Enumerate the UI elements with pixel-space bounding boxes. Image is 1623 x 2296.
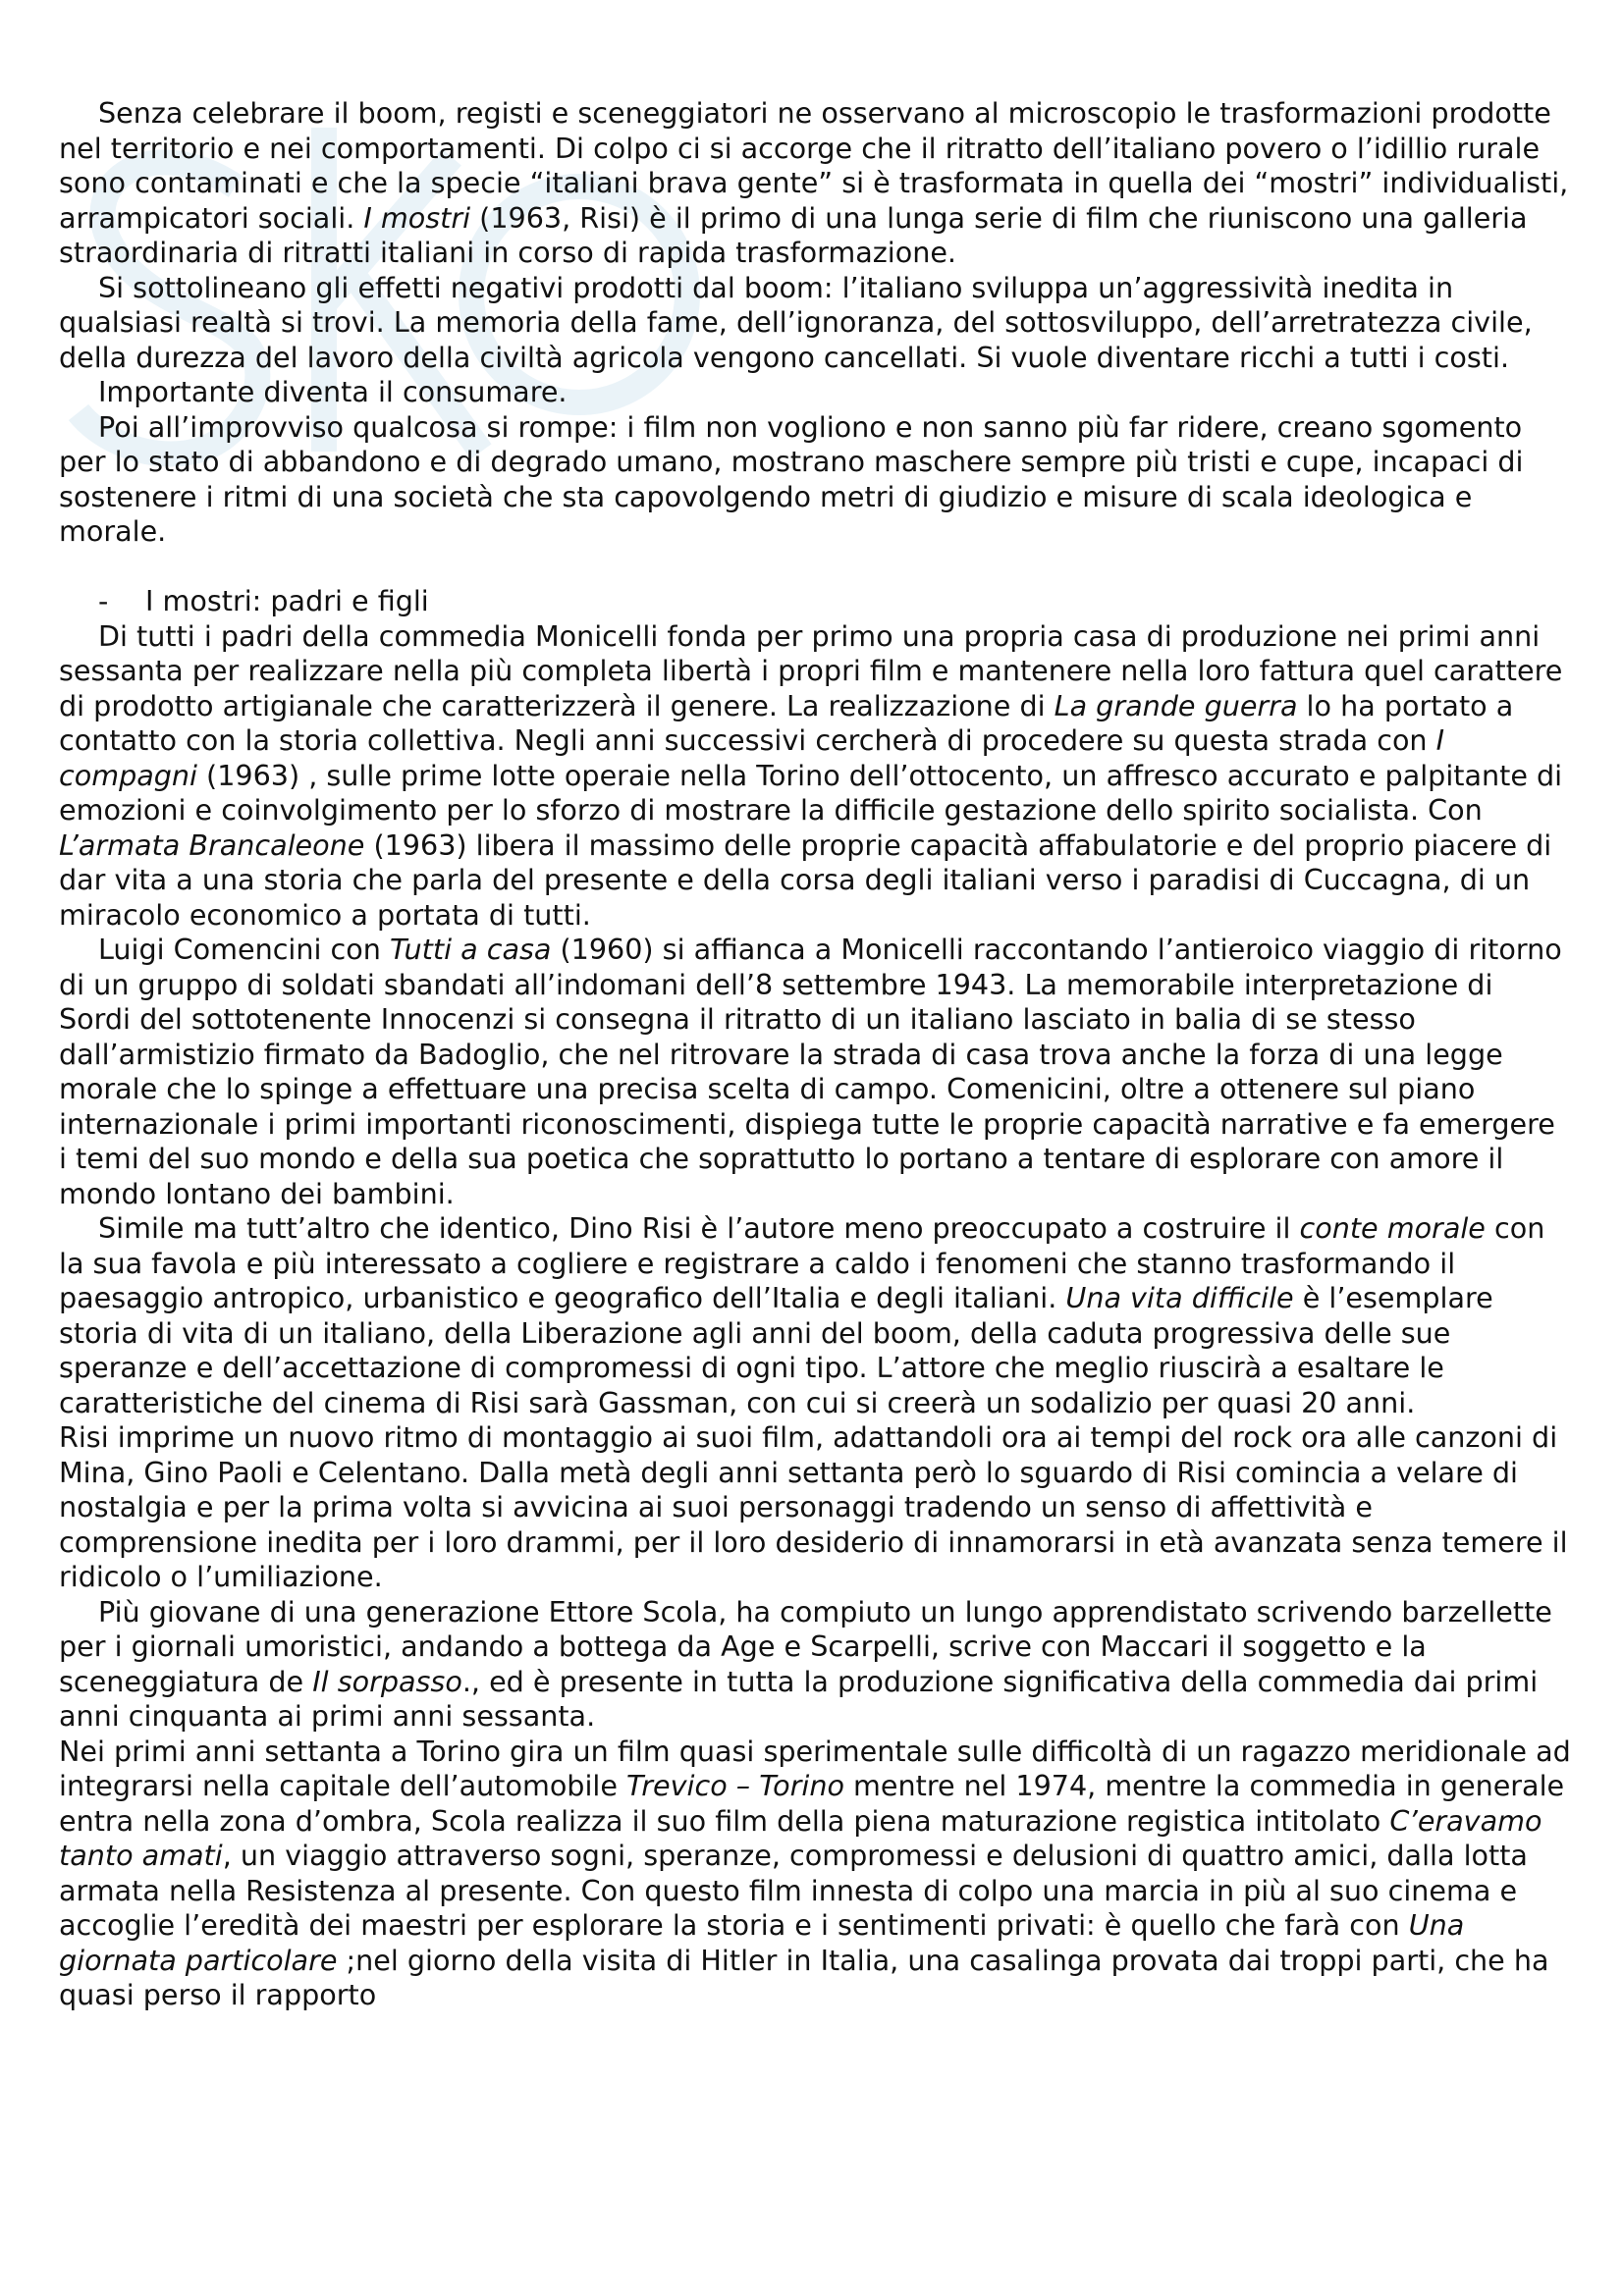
- film-title: Una giornata particolare: [59, 1908, 1465, 1977]
- paragraph-scola-seventies: Nei primi anni settanta a Torino gira un film quasi sperimentale sulle difficoltà di un ragazzo meridionale ad integrarsi nella capitale dell’automobile Trevico – Torino mentre nel 1974, mentre la commedia in generale entra nella zona d’ombra, Scola realizza il suo film della piena maturazione registica intitolato C’eravamo tanto amati, un viaggio attraverso sogni, speranze, compromessi e delusioni di quattro amici, dalla lotta armata nella Resistenza al presente. Con questo film innesta di colpo una marcia in più al suo cinema e accoglie l’eredità dei maestri per esplorare la storia e i sentimenti privati: è quello che farà con Una giornata particolare ;nel giorno della visita di Hitler in Italia, una casalinga provata dai troppi parti, che ha quasi perso il rapporto: [59, 1734, 1571, 2011]
- film-title: L’armata Brancaleone: [59, 828, 365, 862]
- section-heading: I mostri: padri e figli: [145, 584, 429, 617]
- bullet-dash: -: [98, 584, 109, 617]
- paragraph-effects: Si sottolineano gli effetti negativi prodotti dal boom: l’italiano sviluppa un’aggressività inedita in qualsiasi realtà si trovi. La memoria della fame, dell’ignoranza, del sottosviluppo, dell’arretratezza civile, della durezza del lavoro della civiltà agricola vengono cancellati. Si vuole diventare ricchi a tutti i costi.: [59, 270, 1533, 374]
- film-title: Tutti a casa: [389, 933, 552, 966]
- italic-term: conte morale: [1299, 1211, 1486, 1245]
- film-title: Trevico – Torino: [626, 1769, 844, 1802]
- paragraph-risi-rhythm: Risi imprime un nuovo ritmo di montaggio ai suoi film, adattandoli ora ai tempi del rock ora alle canzoni di Mina, Gino Paoli e Celentano. Dalla metà degli anni settanta però lo sguardo di Risi comincia a velare di nostalgia e per la prima volta si avvicina ai suoi personaggi tradendo un senso di affettività e comprensione inedita per i loro drammi, per il loro desiderio di innamorarsi in età avanzata senza temere il ridicolo o l’umiliazione.: [59, 1420, 1568, 1593]
- film-title: Una vita difficile: [1065, 1281, 1294, 1314]
- film-title: Il sorpasso: [312, 1664, 462, 1698]
- paragraph-boom: Senza celebrare il boom, registi e sceneggiatori ne osservano al microscopio le trasformazioni prodotte nel territorio e nei comportamenti. Di colpo ci si accorge che il ritratto dell’italiano povero o l’idillio rurale sono contaminati e che la specie “italiani brava gente” si è trasformata in quella dei “mostri” individualisti, arrampicatori sociali. I mostri (1963, Risi) è il primo di una lunga serie di film che riuniscono una galleria straordinaria di ritratti italiani in corso di rapida trasformazione.: [59, 96, 1569, 269]
- paragraph-comencini: Luigi Comencini con Tutti a casa (1960) si affianca a Monicelli raccontando l’antieroico viaggio di ritorno di un gruppo di soldati sbandati all’indomani dell’8 settembre 1943. La memorabile interpretazione di Sordi del sottotenente Innocenzi si consegna il ritratto di un italiano lasciato in balia di se stesso dall’armistizio firmato da Badoglio, che nel ritrovare la strada di casa trova anche la forza di una legge morale che lo spinge a effettuare una precisa scelta di campo. Comenicini, oltre a ottenere sul piano internazionale i primi importanti riconoscimenti, dispiega tutte le proprie capacità narrative e fa emergere i temi del suo mondo e della sua poetica che soprattutto lo portano a tentare di esplorare con amore il mondo lontano dei bambini.: [59, 933, 1562, 1210]
- paragraph-monicelli: Di tutti i padri della commedia Monicelli fonda per primo una propria casa di produzione nei primi anni sessanta per realizzare nella più completa libertà i propri film e mantenere nella loro fattura quel carattere di prodotto artigianale che caratterizzerà il genere. La realizzazione di La grande guerra lo ha portato a contatto con la storia collettiva. Negli anni successivi cercherà di procedere su questa strada con I compagni (1963) , sulle prime lotte operaie nella Torino dell’ottocento, un affresco accurato e palpitante di emozioni e coinvolgimento per lo sforzo di mostrare la difficile gestazione dello spirito socialista. Con L’armata Brancaleone (1963) libera il massimo delle proprie capacità affabulatorie e del proprio piacere di dar vita a una storia che parla del presente e della corsa degli italiani verso i paradisi di Cuccagna, di un miracolo economico a portata di tutti.: [59, 618, 1563, 932]
- film-title: La grande guerra: [1054, 688, 1298, 722]
- film-title: I compagni: [59, 723, 1445, 792]
- film-title: I mostri: [363, 200, 471, 235]
- paragraph-risi: Simile ma tutt’altro che identico, Dino Risi è l’autore meno preoccupato a costruire il conte morale con la sua favola e più interessato a cogliere e registrare a caldo i fenomeni che stanno trasformando il paesaggio antropico, urbanistico e geografico dell’Italia e degli italiani. Una vita difficile è l’esemplare storia di vita di un italiano, della Liberazione agli anni del boom, della caduta progressiva delle sue speranze e dell’accettazione di compromessi di ogni tipo. L’attore che meglio riuscirà a esaltare le caratteristiche del cinema di Risi sarà Gassman, con cui si creerà un sodalizio per quasi 20 anni.: [59, 1211, 1545, 1419]
- paragraph-scola: Più giovane di una generazione Ettore Scola, ha compiuto un lungo apprendistato scrivendo barzellette per i giornali umoristici, andando a bottega da Age e Scarpelli, scrive con Maccari il soggetto e la sceneggiatura de Il sorpasso., ed è presente in tutta la produzione significativa della commedia dai primi anni cinquanta ai primi anni sessanta.: [59, 1594, 1552, 1733]
- paragraph-break: Poi all’improvviso qualcosa si rompe: i film non vogliono e non sanno più far ridere, creano sgomento per lo stato di abbandono e di degrado umano, mostrano maschere sempre più tristi e cupe, incapaci di sostenere i ritmi di una società che sta capovolgendo metri di giudizio e misure di scala ideologica e morale.: [59, 409, 1524, 548]
- blank-line: [59, 550, 1571, 585]
- paragraph-consume: Importante diventa il consumare.: [98, 375, 568, 408]
- section-heading-bullet: [59, 584, 1571, 619]
- film-title: C’eravamo tanto amati: [59, 1803, 1542, 1872]
- document-body: [59, 96, 1571, 2013]
